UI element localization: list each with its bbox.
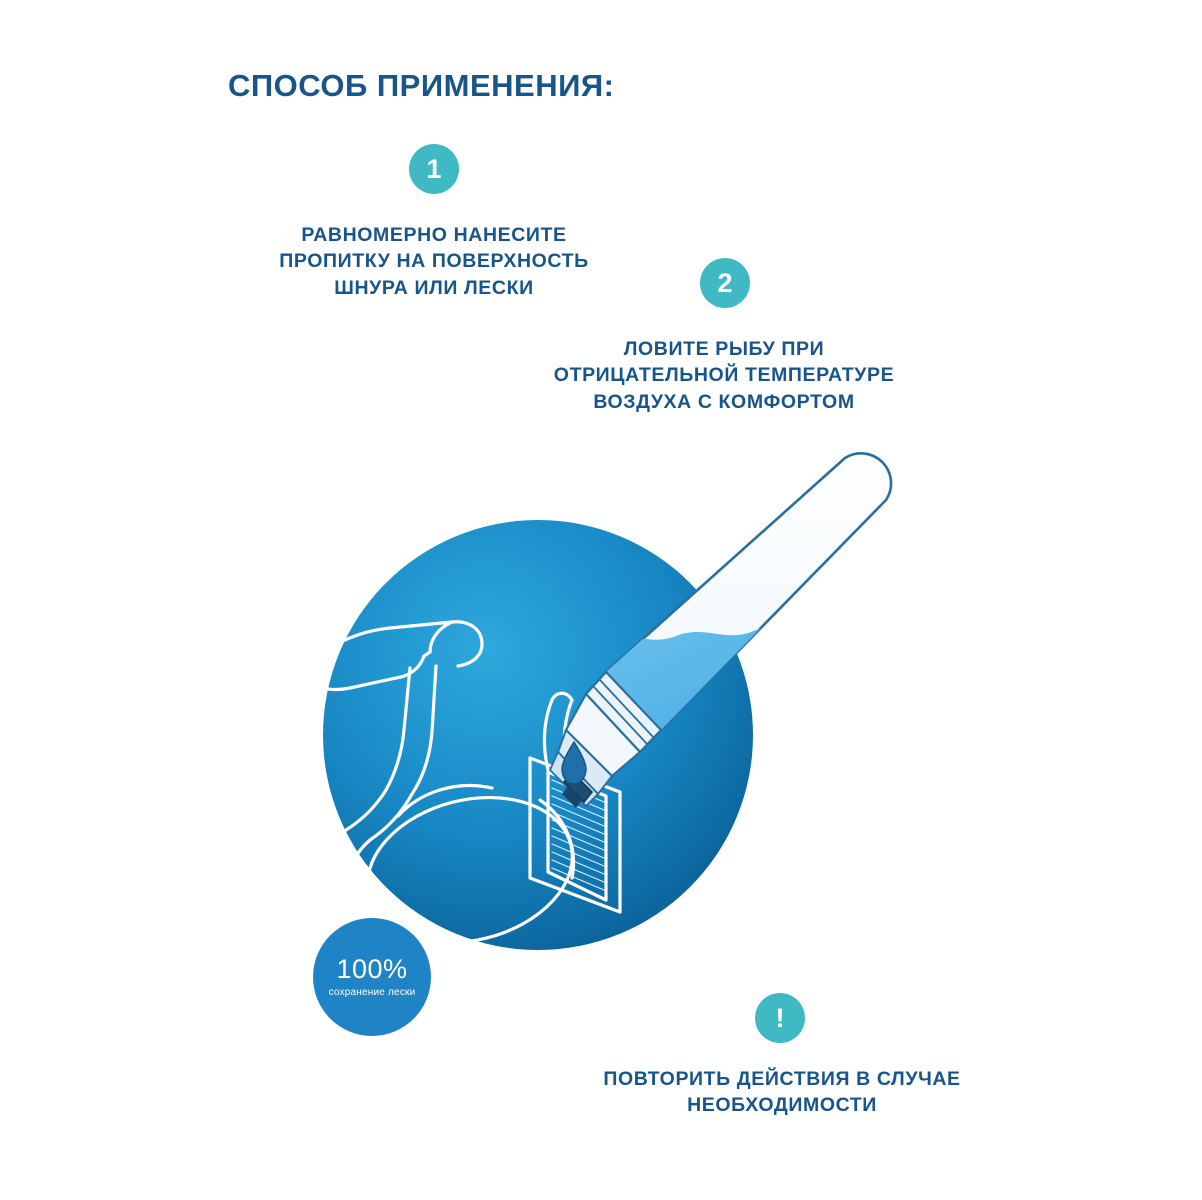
seal-label: сохранение лески: [328, 987, 416, 998]
step-3-badge: !: [755, 993, 805, 1043]
step-1-caption: РАВНОМЕРНО НАНЕСИТЕ ПРОПИТКУ НА ПОВЕРХНОСТЬ ШНУРА ИЛИ ЛЕСКИ: [279, 224, 589, 299]
blue-circle-backdrop: [323, 520, 753, 950]
page-title: СПОСОБ ПРИМЕНЕНИЯ:: [228, 68, 615, 103]
step-2-badge: 2: [700, 258, 750, 308]
step-1-badge: 1: [409, 144, 459, 194]
seal-value: 100%: [336, 954, 408, 984]
step-2-caption: ЛОВИТЕ РЫБУ ПРИ ОТРИЦАТЕЛЬНОЙ ТЕМПЕРАТУРЕ ВОЗДУХА С КОМФОРТОМ: [553, 338, 895, 413]
status-badge: [313, 918, 431, 1036]
step-3-caption: ПОВТОРИТЬ ДЕЙСТВИЯ В СЛУЧАЕ НЕОБХОДИМОСТИ: [603, 1068, 961, 1117]
